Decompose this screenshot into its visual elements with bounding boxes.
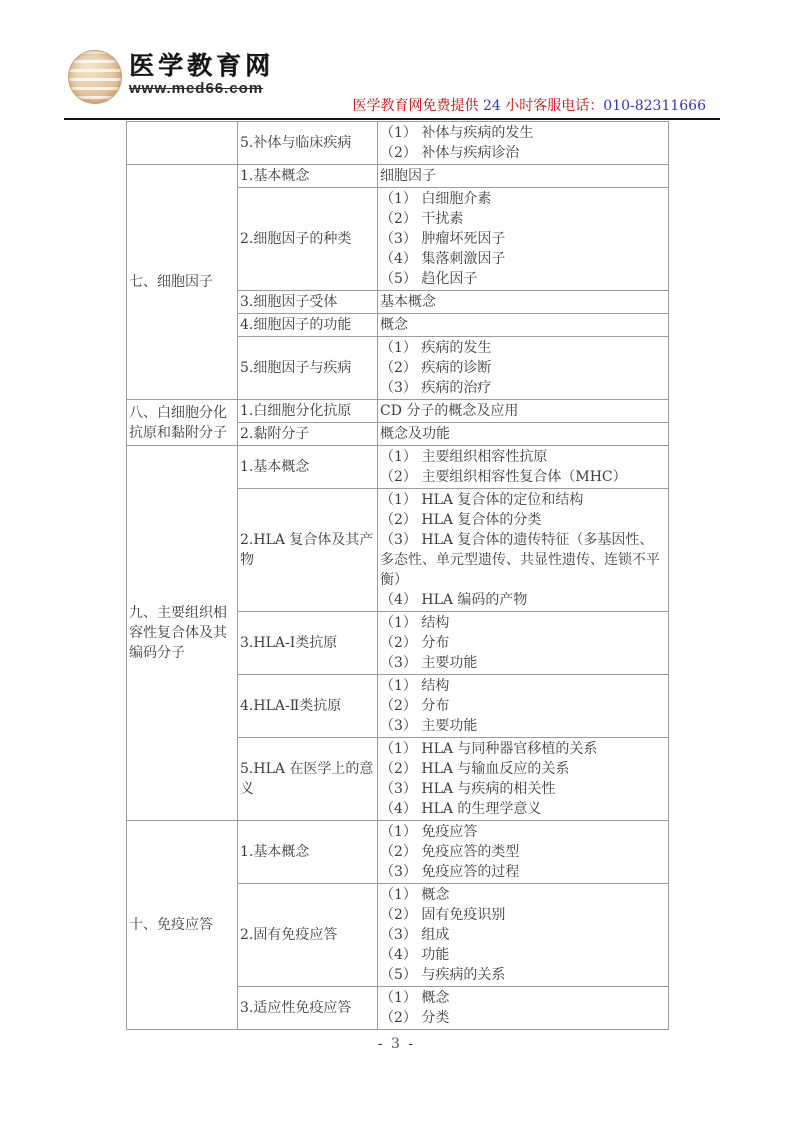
- point-line: （2） 分布: [380, 698, 450, 714]
- points-cell: [378, 122, 669, 165]
- point-line: （3） HLA 与疾病的相关性: [380, 781, 556, 797]
- point-line: （2） HLA 复合体的分类: [380, 512, 542, 528]
- points-cell: [378, 821, 669, 884]
- points-cell: [378, 291, 669, 314]
- point-line: （3） 疾病的治疗: [380, 380, 492, 396]
- table-row: [127, 122, 669, 165]
- table-row: [127, 821, 669, 884]
- topic-cell: 3.HLA-Ⅰ类抗原: [238, 612, 378, 675]
- point-line: （1） 疾病的发生: [380, 340, 492, 356]
- syllabus-table-container: [126, 121, 668, 1030]
- topic-cell: 1.基本概念: [238, 446, 378, 489]
- points-cell: [378, 337, 669, 400]
- topic-cell: 2.黏附分子: [238, 423, 378, 446]
- point-line: （1） 白细胞介素: [380, 191, 492, 207]
- notice-text-hotline: 小时客服电话：: [500, 98, 604, 114]
- topic-cell: 2.细胞因子的种类: [238, 188, 378, 291]
- section-title-cell: 八、白细胞分化抗原和黏附分子: [127, 400, 238, 446]
- point-line: （1） 概念: [380, 990, 450, 1006]
- point-line: （1） 概念: [380, 887, 450, 903]
- point-line: （3） HLA 复合体的遗传特征（多基因性、多态性、单元型遗传、共显性遗传、连锁不平衡）: [380, 532, 660, 588]
- topic-cell: 2.固有免疫应答: [238, 884, 378, 987]
- points-cell: [378, 314, 669, 337]
- point-line: （1） 主要组织相容性抗原: [380, 449, 548, 465]
- support-notice: [353, 97, 706, 115]
- point-line: （2） 免疫应答的类型: [380, 844, 520, 860]
- point-line: （2） 分布: [380, 635, 450, 651]
- logo-seal-icon: [68, 50, 122, 104]
- point-line: （4） 功能: [380, 947, 450, 963]
- page-number: 3: [391, 1036, 402, 1052]
- logo-title: 医学教育网: [129, 51, 275, 80]
- syllabus-table: [126, 121, 669, 1030]
- point-line: （2） HLA 与输血反应的关系: [380, 761, 570, 777]
- point-line: （2） 固有免疫识别: [380, 907, 506, 923]
- point-line: （4） HLA 编码的产物: [380, 592, 528, 608]
- point-line: 概念及功能: [380, 426, 450, 442]
- section-title-cell: [127, 122, 238, 165]
- notice-phone-number: 010-82311666: [603, 98, 706, 114]
- topic-cell: 4.HLA-Ⅱ类抗原: [238, 675, 378, 738]
- points-cell: [378, 675, 669, 738]
- logo-url: www.med66.com: [129, 80, 264, 97]
- page-header: [0, 0, 793, 121]
- points-cell: [378, 400, 669, 423]
- point-line: 概念: [380, 317, 408, 333]
- point-line: 基本概念: [380, 294, 436, 310]
- point-line: 细胞因子: [380, 168, 436, 184]
- point-line: （1） HLA 复合体的定位和结构: [380, 492, 584, 508]
- point-line: （4） 集落刺激因子: [380, 251, 506, 267]
- table-row: [127, 400, 669, 423]
- points-cell: [378, 489, 669, 612]
- topic-cell: 1.基本概念: [238, 165, 378, 188]
- point-line: （1） 补体与疾病的发生: [380, 125, 534, 141]
- point-line: （2） 疾病的诊断: [380, 360, 492, 376]
- point-line: （5） 趋化因子: [380, 271, 478, 287]
- point-line: CD 分子的概念及应用: [380, 403, 519, 419]
- site-logo: [68, 50, 274, 104]
- point-line: （1） 免疫应答: [380, 824, 478, 840]
- topic-cell: 1.基本概念: [238, 821, 378, 884]
- topic-cell: 3.适应性免疫应答: [238, 987, 378, 1030]
- point-line: （2） 补体与疾病诊治: [380, 145, 520, 161]
- section-title-cell: 九、主要组织相容性复合体及其编码分子: [127, 446, 238, 821]
- topic-cell: 4.细胞因子的功能: [238, 314, 378, 337]
- points-cell: [378, 987, 669, 1030]
- section-title-cell: 七、细胞因子: [127, 165, 238, 400]
- point-line: （1） 结构: [380, 678, 450, 694]
- point-line: （3） 组成: [380, 927, 450, 943]
- point-line: （2） 干扰素: [380, 211, 464, 227]
- point-line: （3） 主要功能: [380, 655, 478, 671]
- point-line: （3） 主要功能: [380, 718, 478, 734]
- points-cell: [378, 423, 669, 446]
- page-number-dash-right: -: [408, 1036, 416, 1052]
- page-footer: [0, 1036, 793, 1052]
- points-cell: [378, 446, 669, 489]
- points-cell: [378, 165, 669, 188]
- header-divider: [64, 118, 720, 120]
- table-row: [127, 446, 669, 489]
- topic-cell: 3.细胞因子受体: [238, 291, 378, 314]
- page-number-dash-left: -: [377, 1036, 385, 1052]
- section-title-cell: 十、免疫应答: [127, 821, 238, 1030]
- topic-cell: 2.HLA 复合体及其产物: [238, 489, 378, 612]
- points-cell: [378, 188, 669, 291]
- topic-cell: 5.补体与临床疾病: [238, 122, 378, 165]
- logo-text-block: [129, 50, 274, 97]
- table-row: [127, 165, 669, 188]
- point-line: （5） 与疾病的关系: [380, 967, 506, 983]
- notice-hours-number: 24: [483, 98, 501, 114]
- topic-cell: 5.细胞因子与疾病: [238, 337, 378, 400]
- topic-cell: 5.HLA 在医学上的意义: [238, 738, 378, 821]
- point-line: （2） 主要组织相容性复合体（MHC）: [380, 469, 627, 485]
- point-line: （1） HLA 与同种器官移植的关系: [380, 741, 598, 757]
- point-line: （1） 结构: [380, 615, 450, 631]
- syllabus-table-body: [127, 122, 669, 1030]
- points-cell: [378, 884, 669, 987]
- point-line: （2） 分类: [380, 1010, 450, 1026]
- points-cell: [378, 612, 669, 675]
- notice-text-provided: 医学教育网免费提供: [352, 98, 483, 114]
- points-cell: [378, 738, 669, 821]
- topic-cell: 1.白细胞分化抗原: [238, 400, 378, 423]
- point-line: （3） 免疫应答的过程: [380, 864, 520, 880]
- point-line: （3） 肿瘤坏死因子: [380, 231, 506, 247]
- point-line: （4） HLA 的生理学意义: [380, 801, 542, 817]
